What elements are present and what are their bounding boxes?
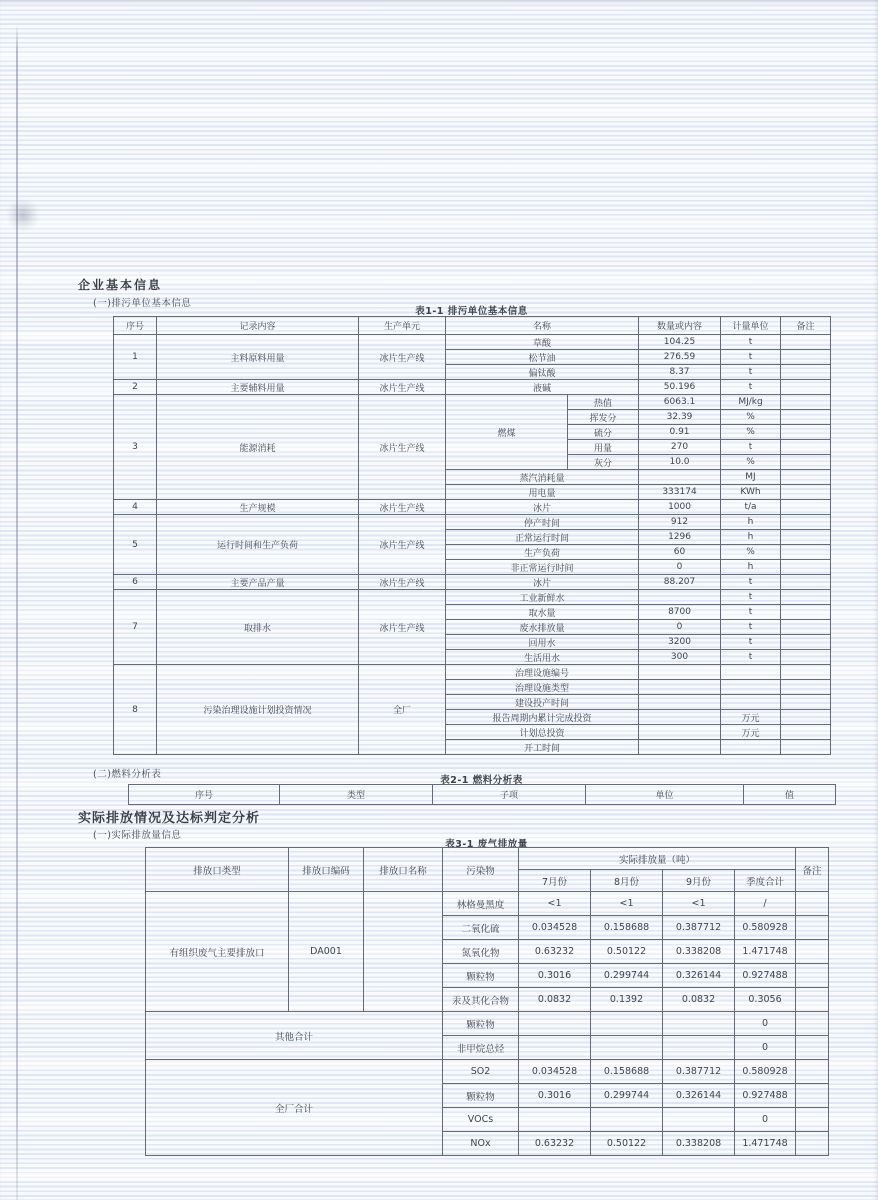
cell bbox=[781, 635, 831, 650]
cell bbox=[721, 680, 781, 695]
cell: MJ/kg bbox=[721, 395, 781, 410]
cell: 0.927488 bbox=[735, 964, 796, 988]
cell: 0.50122 bbox=[591, 940, 663, 964]
cell: % bbox=[721, 545, 781, 560]
cell: 冰片 bbox=[446, 500, 639, 515]
cell bbox=[781, 590, 831, 605]
cell: 草酸 bbox=[446, 335, 639, 350]
cell bbox=[796, 964, 829, 988]
cell bbox=[591, 1036, 663, 1060]
table-row bbox=[146, 1012, 829, 1036]
header-cell: 名称 bbox=[446, 317, 639, 335]
cell: 蒸汽消耗量 bbox=[446, 470, 639, 485]
cell: 2 bbox=[114, 380, 157, 395]
cell: 0.3016 bbox=[519, 1084, 591, 1108]
cell: 1296 bbox=[639, 530, 721, 545]
cell: 0.158688 bbox=[591, 916, 663, 940]
cell: t bbox=[721, 590, 781, 605]
cell: 冰片生产线 bbox=[359, 500, 446, 515]
cell bbox=[721, 665, 781, 680]
cell: 6063.1 bbox=[639, 395, 721, 410]
cell: 生活用水 bbox=[446, 650, 639, 665]
table-row bbox=[114, 317, 831, 335]
cell: 正常运行时间 bbox=[446, 530, 639, 545]
header-cell: 数量或内容 bbox=[639, 317, 721, 335]
cell: <1 bbox=[663, 892, 735, 916]
cell: 氮氧化物 bbox=[443, 940, 519, 964]
cell: 0.299744 bbox=[591, 1084, 663, 1108]
cell bbox=[796, 916, 829, 940]
cell bbox=[781, 395, 831, 410]
cell bbox=[781, 485, 831, 500]
cell: 开工时间 bbox=[446, 740, 639, 755]
header-cell: 排放口名称 bbox=[364, 848, 443, 892]
cell: 废水排放量 bbox=[446, 620, 639, 635]
scan-smudge bbox=[6, 198, 40, 232]
header-cell: 污染物 bbox=[443, 848, 519, 892]
cell: 1 bbox=[114, 335, 157, 380]
cell: 冰片生产线 bbox=[359, 575, 446, 590]
cell: t bbox=[721, 650, 781, 665]
cell: 104.25 bbox=[639, 335, 721, 350]
cell bbox=[781, 545, 831, 560]
cell: 0.50122 bbox=[591, 1132, 663, 1156]
cell: MJ bbox=[721, 470, 781, 485]
cell: 建设投产时间 bbox=[446, 695, 639, 710]
cell bbox=[781, 710, 831, 725]
cell: 32.39 bbox=[639, 410, 721, 425]
cell: 0.387712 bbox=[663, 916, 735, 940]
cell: 270 bbox=[639, 440, 721, 455]
cell: t bbox=[721, 440, 781, 455]
table1-caption: 表1-1 排污单位基本信息 bbox=[415, 306, 528, 317]
cell: 燃煤 bbox=[446, 395, 568, 470]
cell: 0.034528 bbox=[519, 1060, 591, 1084]
cell: t bbox=[721, 575, 781, 590]
cell bbox=[781, 410, 831, 425]
cell: 生产负荷 bbox=[446, 545, 639, 560]
header-cell: 生产单元 bbox=[359, 317, 446, 335]
cell: 污染治理设施计划投资情况 bbox=[157, 665, 359, 755]
table-row bbox=[146, 848, 829, 870]
subsection-label-unit-info: (一)排污单位基本信息 bbox=[93, 298, 192, 309]
cell: 万元 bbox=[721, 710, 781, 725]
header-cell: 排放口类型 bbox=[146, 848, 289, 892]
cell: t bbox=[721, 635, 781, 650]
cell: 333174 bbox=[639, 485, 721, 500]
header-cell: 类型 bbox=[280, 785, 433, 805]
cell: 有组织废气主要排放口 bbox=[146, 892, 289, 1012]
cell bbox=[781, 335, 831, 350]
table-row bbox=[114, 395, 831, 410]
cell: 0 bbox=[639, 560, 721, 575]
cell: 0 bbox=[735, 1012, 796, 1036]
cell bbox=[781, 440, 831, 455]
cell: VOCs bbox=[443, 1108, 519, 1132]
cell: h bbox=[721, 530, 781, 545]
cell: 非正常运行时间 bbox=[446, 560, 639, 575]
cell: 0.3016 bbox=[519, 964, 591, 988]
cell: 1.471748 bbox=[735, 940, 796, 964]
cell bbox=[663, 1012, 735, 1036]
header-cell: 单位 bbox=[586, 785, 744, 805]
cell: 主要辅料用量 bbox=[157, 380, 359, 395]
cell: KWh bbox=[721, 485, 781, 500]
cell: 液碱 bbox=[446, 380, 639, 395]
cell: <1 bbox=[591, 892, 663, 916]
cell: 0.338208 bbox=[663, 940, 735, 964]
cell: 1.471748 bbox=[735, 1132, 796, 1156]
cell: NOx bbox=[443, 1132, 519, 1156]
cell: 取排水 bbox=[157, 590, 359, 665]
cell: 912 bbox=[639, 515, 721, 530]
cell: t bbox=[721, 365, 781, 380]
cell: 停产时间 bbox=[446, 515, 639, 530]
cell: 治理设施类型 bbox=[446, 680, 639, 695]
header-cell: 计量单位 bbox=[721, 317, 781, 335]
header-cell: 8月份 bbox=[591, 870, 663, 892]
cell bbox=[591, 1108, 663, 1132]
cell: t bbox=[721, 380, 781, 395]
cell: 0.580928 bbox=[735, 1060, 796, 1084]
cell: 0 bbox=[735, 1036, 796, 1060]
basic-info-table bbox=[113, 316, 831, 755]
cell bbox=[796, 940, 829, 964]
cell: 运行时间和生产负荷 bbox=[157, 515, 359, 575]
cell: 二氧化硫 bbox=[443, 916, 519, 940]
cell bbox=[663, 1036, 735, 1060]
subsection-label-emission-info: (一)实际排放量信息 bbox=[93, 830, 182, 841]
cell: 0.034528 bbox=[519, 916, 591, 940]
cell bbox=[519, 1036, 591, 1060]
header-cell: 备注 bbox=[781, 317, 831, 335]
cell bbox=[781, 695, 831, 710]
cell: 8 bbox=[114, 665, 157, 755]
cell: 0.326144 bbox=[663, 964, 735, 988]
table3-caption: 表3-1 废气排放量 bbox=[445, 839, 528, 850]
cell: 主要产品产量 bbox=[157, 575, 359, 590]
cell: 回用水 bbox=[446, 635, 639, 650]
table-row bbox=[114, 380, 831, 395]
cell bbox=[781, 560, 831, 575]
cell: 0.3056 bbox=[735, 988, 796, 1012]
cell: 松节油 bbox=[446, 350, 639, 365]
cell bbox=[796, 1084, 829, 1108]
cell bbox=[781, 365, 831, 380]
cell bbox=[639, 740, 721, 755]
cell: 报告周期内累计完成投资 bbox=[446, 710, 639, 725]
exhaust-emission-table bbox=[145, 847, 829, 1156]
cell: 0.63232 bbox=[519, 940, 591, 964]
cell: 能源消耗 bbox=[157, 395, 359, 500]
cell: 硫分 bbox=[568, 425, 639, 440]
cell bbox=[781, 650, 831, 665]
cell bbox=[591, 1012, 663, 1036]
cell: 其他合计 bbox=[146, 1012, 443, 1060]
cell: 0.0832 bbox=[663, 988, 735, 1012]
cell bbox=[639, 470, 721, 485]
cell: 颗粒物 bbox=[443, 1084, 519, 1108]
cell: <1 bbox=[519, 892, 591, 916]
cell: 全厂合计 bbox=[146, 1060, 443, 1156]
header-cell: 7月份 bbox=[519, 870, 591, 892]
cell: 0.0832 bbox=[519, 988, 591, 1012]
cell bbox=[781, 515, 831, 530]
cell bbox=[781, 680, 831, 695]
cell: 用电量 bbox=[446, 485, 639, 500]
cell: 冰片生产线 bbox=[359, 590, 446, 665]
table-row bbox=[114, 665, 831, 680]
cell: 治理设施编号 bbox=[446, 665, 639, 680]
cell bbox=[721, 695, 781, 710]
table-row bbox=[114, 500, 831, 515]
cell: 非甲烷总烃 bbox=[443, 1036, 519, 1060]
cell bbox=[781, 575, 831, 590]
cell: 0.158688 bbox=[591, 1060, 663, 1084]
cell bbox=[639, 710, 721, 725]
cell bbox=[721, 740, 781, 755]
cell: 颗粒物 bbox=[443, 1012, 519, 1036]
header-cell: 实际排放量（吨） bbox=[519, 848, 796, 870]
header-cell: 子项 bbox=[433, 785, 586, 805]
table-row bbox=[114, 590, 831, 605]
cell: % bbox=[721, 410, 781, 425]
cell: 0.338208 bbox=[663, 1132, 735, 1156]
cell: 取水量 bbox=[446, 605, 639, 620]
section-title-actual-emissions: 实际排放情况及达标判定分析 bbox=[78, 811, 261, 826]
table-row bbox=[146, 1060, 829, 1084]
cell bbox=[796, 1012, 829, 1036]
cell: 276.59 bbox=[639, 350, 721, 365]
cell: 3 bbox=[114, 395, 157, 500]
cell: 8.37 bbox=[639, 365, 721, 380]
cell: 0.299744 bbox=[591, 964, 663, 988]
cell bbox=[781, 740, 831, 755]
table2-caption: 表2-1 燃料分析表 bbox=[440, 775, 523, 786]
subsection-label-fuel-analysis: (二)燃料分析表 bbox=[93, 769, 162, 780]
cell: t bbox=[721, 335, 781, 350]
cell: 0.387712 bbox=[663, 1060, 735, 1084]
cell: 0 bbox=[735, 1108, 796, 1132]
cell bbox=[781, 350, 831, 365]
cell: 0.91 bbox=[639, 425, 721, 440]
cell: 88.207 bbox=[639, 575, 721, 590]
cell: 0 bbox=[639, 620, 721, 635]
cell: 热值 bbox=[568, 395, 639, 410]
cell bbox=[781, 455, 831, 470]
cell bbox=[519, 1108, 591, 1132]
cell bbox=[796, 1132, 829, 1156]
cell: 偏钛酸 bbox=[446, 365, 639, 380]
cell bbox=[781, 530, 831, 545]
header-cell: 9月份 bbox=[663, 870, 735, 892]
cell bbox=[781, 605, 831, 620]
header-cell: 排放口编码 bbox=[289, 848, 364, 892]
cell: 全厂 bbox=[359, 665, 446, 755]
cell: 0.326144 bbox=[663, 1084, 735, 1108]
cell: t bbox=[721, 620, 781, 635]
cell bbox=[796, 1036, 829, 1060]
table-row bbox=[114, 335, 831, 350]
cell bbox=[781, 500, 831, 515]
cell: 汞及其化合物 bbox=[443, 988, 519, 1012]
cell: 60 bbox=[639, 545, 721, 560]
cell bbox=[639, 725, 721, 740]
cell: 300 bbox=[639, 650, 721, 665]
cell bbox=[781, 380, 831, 395]
cell: 计划总投资 bbox=[446, 725, 639, 740]
cell: 冰片生产线 bbox=[359, 395, 446, 500]
cell: h bbox=[721, 515, 781, 530]
cell: t bbox=[721, 350, 781, 365]
cell: 10.0 bbox=[639, 455, 721, 470]
cell: 冰片生产线 bbox=[359, 335, 446, 380]
header-cell: 序号 bbox=[129, 785, 280, 805]
cell: % bbox=[721, 425, 781, 440]
cell: % bbox=[721, 455, 781, 470]
cell: 8700 bbox=[639, 605, 721, 620]
header-cell: 序号 bbox=[114, 317, 157, 335]
cell bbox=[639, 680, 721, 695]
header-cell: 备注 bbox=[796, 848, 829, 892]
cell: SO2 bbox=[443, 1060, 519, 1084]
cell: 0.1392 bbox=[591, 988, 663, 1012]
cell: 冰片 bbox=[446, 575, 639, 590]
cell: DA001 bbox=[289, 892, 364, 1012]
table-row bbox=[146, 892, 829, 916]
cell bbox=[796, 1060, 829, 1084]
table-row bbox=[114, 575, 831, 590]
cell: 林格曼黑度 bbox=[443, 892, 519, 916]
cell: t bbox=[721, 605, 781, 620]
cell bbox=[781, 725, 831, 740]
cell bbox=[639, 590, 721, 605]
cell bbox=[519, 1012, 591, 1036]
cell: 0.63232 bbox=[519, 1132, 591, 1156]
cell bbox=[796, 988, 829, 1012]
cell: 1000 bbox=[639, 500, 721, 515]
header-cell: 季度合计 bbox=[735, 870, 796, 892]
cell: 0.927488 bbox=[735, 1084, 796, 1108]
header-cell: 值 bbox=[744, 785, 836, 805]
cell: 用量 bbox=[568, 440, 639, 455]
cell: 挥发分 bbox=[568, 410, 639, 425]
cell bbox=[781, 665, 831, 680]
cell: 0.580928 bbox=[735, 916, 796, 940]
cell: 5 bbox=[114, 515, 157, 575]
cell bbox=[639, 665, 721, 680]
cell: t/a bbox=[721, 500, 781, 515]
cell: 冰片生产线 bbox=[359, 515, 446, 575]
cell: 7 bbox=[114, 590, 157, 665]
cell bbox=[796, 1108, 829, 1132]
table-row bbox=[114, 515, 831, 530]
cell: 颗粒物 bbox=[443, 964, 519, 988]
cell: 冰片生产线 bbox=[359, 380, 446, 395]
cell: 生产规模 bbox=[157, 500, 359, 515]
cell: 万元 bbox=[721, 725, 781, 740]
cell: 3200 bbox=[639, 635, 721, 650]
cell bbox=[781, 620, 831, 635]
cell bbox=[639, 695, 721, 710]
cell bbox=[663, 1108, 735, 1132]
cell: 灰分 bbox=[568, 455, 639, 470]
table-row bbox=[129, 785, 836, 805]
header-cell: 记录内容 bbox=[157, 317, 359, 335]
cell: 主料原料用量 bbox=[157, 335, 359, 380]
cell: 4 bbox=[114, 500, 157, 515]
cell bbox=[781, 425, 831, 440]
cell bbox=[781, 470, 831, 485]
cell: h bbox=[721, 560, 781, 575]
cell: 50.196 bbox=[639, 380, 721, 395]
cell bbox=[364, 892, 443, 1012]
cell: 6 bbox=[114, 575, 157, 590]
cell: 工业新鲜水 bbox=[446, 590, 639, 605]
cell bbox=[796, 892, 829, 916]
section-title-enterprise-info: 企业基本信息 bbox=[78, 278, 163, 292]
fuel-analysis-table bbox=[128, 784, 836, 805]
cell: / bbox=[735, 892, 796, 916]
